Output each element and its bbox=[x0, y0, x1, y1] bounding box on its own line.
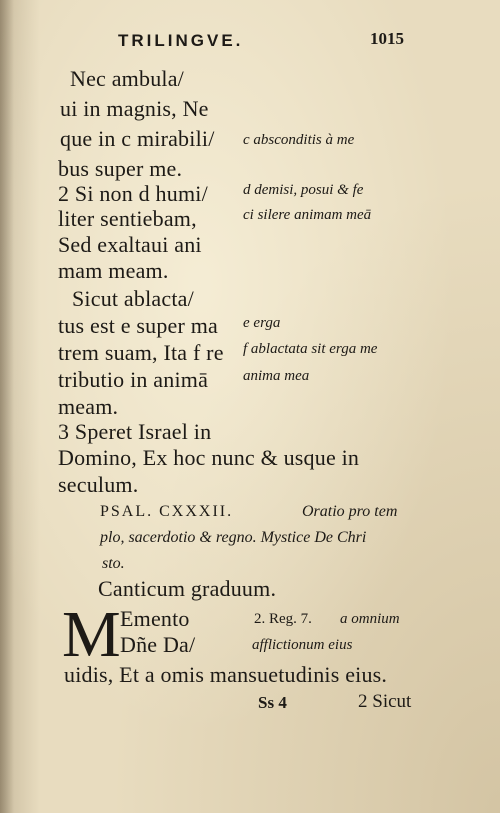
canticum-heading: Canticum graduum. bbox=[98, 576, 277, 601]
margin-note: c absconditis à me bbox=[243, 132, 355, 148]
margin-note: ci silere animam meā bbox=[243, 207, 372, 223]
text-line: tus est e super ma bbox=[58, 313, 219, 338]
psalm-number: PSAL. CXXXII. bbox=[100, 503, 234, 520]
text-line: Dñe Da/ bbox=[120, 632, 196, 657]
text-line: mam meam. bbox=[58, 258, 169, 283]
text-line: 2 Si non d humi/ bbox=[58, 181, 208, 206]
cross-reference: 2. Reg. 7. bbox=[254, 611, 312, 627]
margin-note: d demisi, posui & fe bbox=[243, 182, 364, 198]
margin-note: afflictionum eius bbox=[252, 637, 353, 653]
drop-cap: M bbox=[62, 598, 121, 671]
text-line: tributio in animā bbox=[58, 367, 209, 392]
text-line: bus super me. bbox=[58, 156, 183, 181]
signature-mark: Ss 4 bbox=[258, 693, 287, 712]
running-head: TRILINGVE. bbox=[118, 31, 244, 50]
text-line: Sed exaltaui ani bbox=[58, 232, 202, 257]
text-line: trem suam, Ita f re bbox=[58, 340, 224, 365]
psalm-argument: Oratio pro tem bbox=[302, 503, 398, 520]
text-line: que in c mirabili/ bbox=[60, 126, 215, 151]
text-line: Nec ambula/ bbox=[70, 66, 184, 91]
text-line: liter sentiebam, bbox=[58, 206, 197, 231]
margin-note: e erga bbox=[243, 315, 281, 331]
margin-note: f ablactata sit erga me bbox=[243, 341, 378, 357]
text-line: Emento bbox=[120, 606, 190, 631]
margin-note: anima mea bbox=[243, 368, 310, 384]
psalm-argument: plo, sacerdotio & regno. Mystice De Chri bbox=[100, 529, 367, 546]
gutter-shadow bbox=[0, 0, 14, 813]
folio-number: 1015 bbox=[370, 29, 404, 48]
text-line: ui in magnis, Ne bbox=[60, 96, 209, 121]
text-line: uidis, Et a omis mansuetudinis eius. bbox=[64, 662, 388, 687]
catchword: 2 Sicut bbox=[358, 691, 412, 712]
text-line: Domino, Ex hoc nunc & usque in bbox=[58, 445, 360, 470]
text-line: 3 Speret Israel in bbox=[58, 419, 212, 444]
margin-note: a omnium bbox=[340, 611, 400, 627]
text-line: meam. bbox=[58, 394, 119, 419]
text-line: Sicut ablacta/ bbox=[72, 286, 194, 311]
text-line: seculum. bbox=[58, 472, 139, 497]
psalm-argument: sto. bbox=[102, 555, 125, 572]
